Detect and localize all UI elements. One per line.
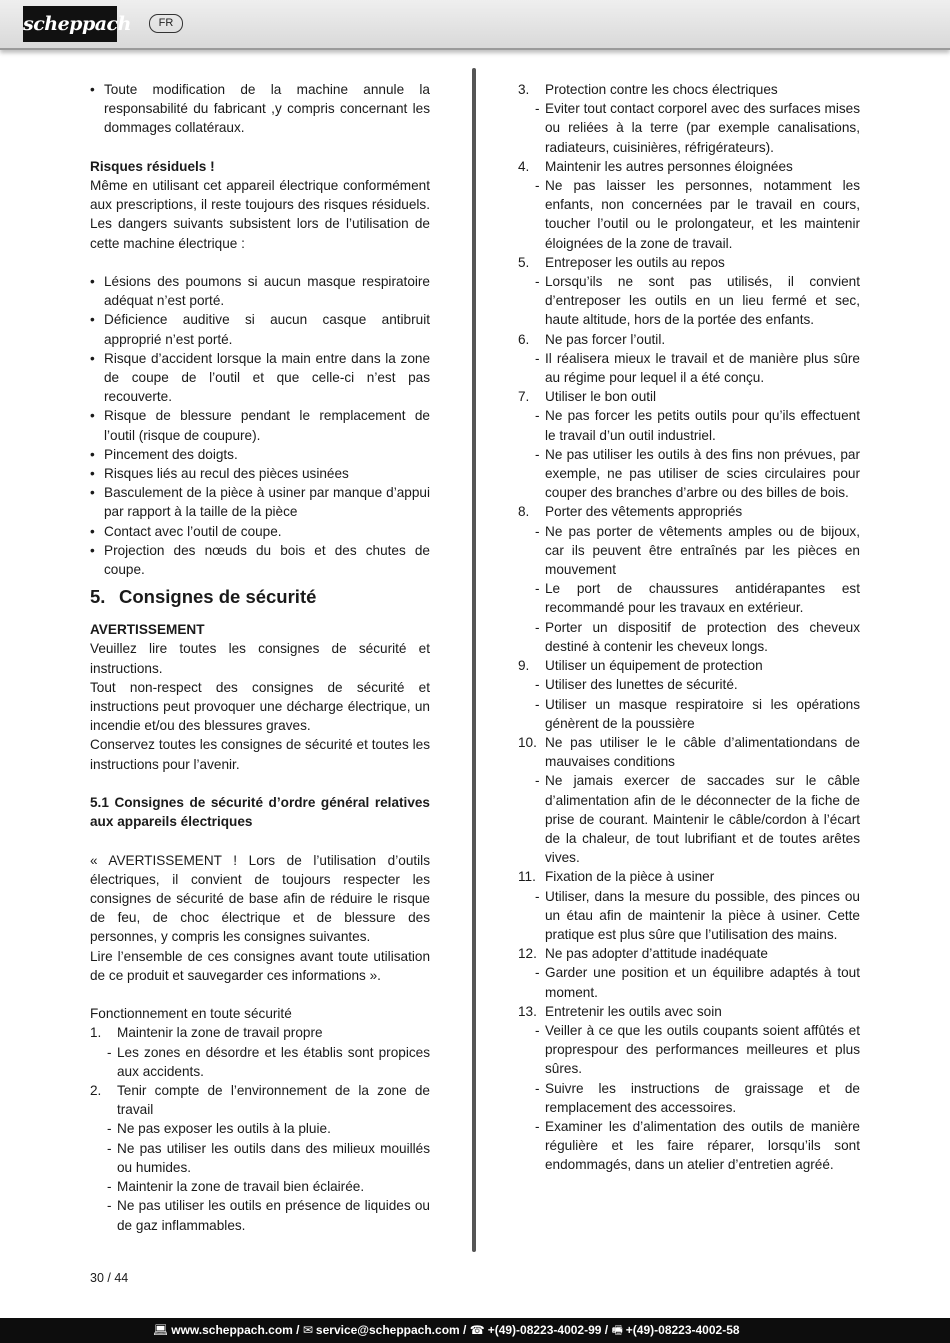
section-heading: 5. Consignes de sécurité [90, 586, 317, 608]
item-number: 11. [518, 869, 536, 885]
fax-number: +(49)-08223-4002-58 [625, 1323, 740, 1337]
page-footer: 💻︎ www.scheppach.com / ✉ service@scheppach.com / ☎ +(49)-08223-4002-99 / 🖷 +(49)-08223-4002-58 [0, 1318, 950, 1343]
computer-icon: 💻︎ [153, 1323, 169, 1337]
item-title: Maintenir les autres personnes éloignées [545, 158, 793, 174]
numbered-item [518, 157, 860, 176]
warning-text [90, 639, 430, 773]
phone-icon: ☎ [469, 1323, 485, 1337]
sub-item: - Ne jamais exercer de saccades sur le câble d’alimentation afin de le déconnecter de la fiche de prise de courant. Maintenir le câble/cordon à l’écart de la chaleur, de tout lubrifiant et de toutes arêtes vives. [535, 773, 860, 866]
paragraph: « AVERTISSEMENT ! Lors de l’utilisation d’outils électriques, il convient de toujours respecter les consignes de sécurité de base afin de réduire le risque de feu, de choc électrique et de blessure des personnes, y compris les consignes suivantes. [90, 852, 430, 945]
warning-title: AVERTISSEMENT [90, 622, 205, 638]
numbered-item [518, 733, 860, 771]
item-title: Entreposer les outils au repos [545, 254, 725, 270]
residual-risks-list [90, 272, 430, 579]
item-number: 7. [518, 389, 530, 405]
list-item: • Basculement de la pièce à usiner par manque d’appui par rapport à la taille de la pièce [90, 485, 430, 520]
numbered-item [518, 80, 860, 99]
item-title: Fixation de la pièce à usiner [545, 869, 715, 885]
subsection-heading: 5.1 Consignes de sécurité d’ordre général relatives aux appareils électriques [90, 795, 430, 830]
sub-item: - Garder une position et un équilibre adaptés à tout moment. [535, 965, 860, 1000]
numbered-item [518, 944, 860, 963]
list-item: • Lésions des poumons si aucun masque respiratoire adéquat n’est porté. [90, 274, 430, 309]
numbered-list [518, 80, 860, 1175]
sub-item: - Ne pas porter de vêtements amples ou de bijoux, car ils peuvent être entraînés par les pièces en mouvement [535, 523, 860, 578]
sub-item: - Les zones en désordre et les établis sont propices aux accidents. [107, 1044, 430, 1079]
sub-item: - Porter un dispositif de protection des cheveux destiné à contenir les cheveux longs. [535, 619, 860, 654]
numbered-item [90, 1023, 430, 1042]
paragraph: Tout non-respect des consignes de sécurité et instructions peut provoquer une décharge électrique, un incendie et/ou des blessures graves. [90, 679, 430, 734]
paragraph: Conservez toutes les consignes de sécurité et toutes les instructions pour l’avenir. [90, 737, 430, 772]
fax-icon: 🖷 [611, 1323, 623, 1337]
list-item: • Déficience auditive si aucun casque antibruit approprié n’est porté. [90, 312, 430, 347]
residual-risks-title: Risques résiduels ! [90, 158, 215, 174]
sub-item: - Suivre les instructions de graissage et de remplacement des accessoires. [535, 1080, 860, 1115]
email-link[interactable]: service@scheppach.com [315, 1323, 460, 1337]
numbered-item [90, 1081, 430, 1119]
paragraph: Lire l’ensemble de ces consignes avant toute utilisation de ce produit et sauvegarder ces informations ». [90, 948, 430, 983]
sub-item: - Ne pas utiliser les outils à des fins non prévues, par exemple, ne pas utiliser de scies circulaires pour couper des branches d’arbre ou des billes de bois. [535, 446, 860, 501]
sub-item: - Ne pas laisser les personnes, notamment les enfants, non concernées par le travail en cours, toucher l’outil ou le prolongateur, et les maintenir éloignées de la zone de travail. [535, 178, 860, 251]
sub-item: - Lorsqu’ils ne sont pas utilisés, il convient d’entreposer les outils en un lieu fermé et sec, haute altitude, hors de la portée des enfants. [535, 274, 860, 328]
item-title: Entretenir les outils avec soin [545, 1003, 722, 1019]
numbered-item [518, 330, 860, 349]
numbered-item [518, 253, 860, 272]
item-number: 4. [518, 158, 530, 174]
sub-item: - Examiner les d’alimentation des outils de manière régulière et les faire réparer, lorsqu’ils sont endommagés, dans un atelier d’entretien agréé. [535, 1118, 860, 1173]
sub-item: - Ne pas utiliser les outils dans des milieux mouillés ou humides. [107, 1140, 430, 1175]
sub-item: - Ne pas exposer les outils à la pluie. [107, 1121, 331, 1137]
numbered-item [518, 502, 860, 521]
sub-item: - Ne pas utiliser les outils en présence de liquides ou de gaz inflammables. [107, 1198, 430, 1233]
paragraph: Veuillez lire toutes les consignes de sécurité et instructions. [90, 641, 430, 676]
item-number: 1. [90, 1025, 102, 1041]
item-number: 3. [518, 82, 530, 97]
email-icon: ✉ [302, 1323, 313, 1337]
sub-item: - Utiliser un masque respiratoire si les opérations génèrent de la poussière [535, 696, 860, 731]
list-item: • Contact avec l’outil de coupe. [90, 523, 282, 539]
item-number: 2. [90, 1083, 102, 1099]
sub-item: - Utiliser des lunettes de sécurité. [535, 677, 738, 693]
item-title: Ne pas adopter d’attitude inadéquate [545, 946, 768, 962]
numbered-item [518, 867, 860, 886]
page-number: 30 / 44 [90, 1271, 129, 1285]
numbered-item [518, 656, 860, 675]
item-number: 9. [518, 658, 530, 674]
item-title: Porter des vêtements appropriés [545, 504, 743, 520]
sub-item: - Il réalisera mieux le travail et de manière plus sûre au régime pour lequel il a été conçu. [535, 350, 860, 386]
item-title: Tenir compte de l’environnement de la zone de travail [117, 1083, 430, 1118]
item-title: Maintenir la zone de travail propre [117, 1025, 323, 1041]
item-number: 12. [518, 946, 537, 962]
website-link[interactable]: www.scheppach.com [171, 1323, 293, 1337]
item-title: Utiliser le bon outil [545, 389, 657, 405]
list-item: • Toute modification de la machine annule la responsabilité du fabricant ,y compris concernant les dommages collatéraux. [90, 82, 430, 136]
sub-item: - Veiller à ce que les outils coupants soient affûtés et proprespour des performances meilleures et plus sûres. [535, 1022, 860, 1077]
page-header [0, 0, 950, 50]
item-title: Ne pas forcer l’outil. [545, 331, 666, 347]
list-item: • Risque de blessure pendant le remplacement de l’outil (risque de coupure). [90, 408, 430, 443]
list-item: • Risques liés au recul des pièces usinées [90, 466, 349, 482]
numbered-list [90, 1023, 430, 1234]
list-item: • Risque d’accident lorsque la main entre dans la zone de coupe de l’outil et que celle-ci n’est pas recouverte. [90, 350, 430, 405]
residual-risks-text: Même en utilisant cet appareil électrique conformément aux prescriptions, il reste toujours des risques résiduels. Les dangers suivants subsistent lors de l’utilisation de cette machine électrique : [90, 178, 430, 251]
item-number: 13. [518, 1003, 537, 1019]
scheppach-logo: scheppach [23, 6, 117, 42]
item-number: 10. [518, 734, 537, 750]
item-number: 8. [518, 504, 530, 520]
item-number: 6. [518, 331, 530, 347]
item-number: 5. [518, 254, 530, 270]
column-divider [472, 68, 476, 1252]
left-column [90, 80, 430, 1235]
numbered-item [518, 387, 860, 406]
sub-item: - Utiliser, dans la mesure du possible, des pinces ou un étau afin de maintenir la pièce à usiner. Cette pratique est plus sûre que l’utilisation des mains. [535, 888, 860, 942]
language-badge: FR [149, 14, 183, 33]
right-column [518, 80, 860, 1175]
item-title: Utiliser un équipement de protection [545, 658, 763, 674]
item-title: Protection contre les chocs électriques [545, 82, 778, 97]
sub-item: - Maintenir la zone de travail bien éclairée. [107, 1179, 365, 1195]
list-item: • Projection des nœuds du bois et des chutes de coupe. [90, 542, 430, 578]
phone-number: +(49)-08223-4002-99 [487, 1323, 602, 1337]
sub-item: - Eviter tout contact corporel avec des surfaces mises ou reliées à la terre (par exemple canalisations, radiateurs, cuisinières, réfrigérateurs). [535, 101, 860, 155]
warning-quote [90, 851, 430, 985]
sub-item: - Le port de chaussures antidérapantes est recommandé pour les travaux en extérieur. [535, 581, 860, 616]
numbered-item [518, 1002, 860, 1021]
list-item: • Pincement des doigts. [90, 446, 238, 462]
item-title: Ne pas utiliser le le câble d’alimentationdans de mauvaises conditions [545, 734, 860, 770]
sub-item: - Ne pas forcer les petits outils pour qu’ils effectuent le travail d’un outil industriel. [535, 408, 860, 443]
operation-title: Fonctionnement en toute sécurité [90, 1006, 292, 1022]
